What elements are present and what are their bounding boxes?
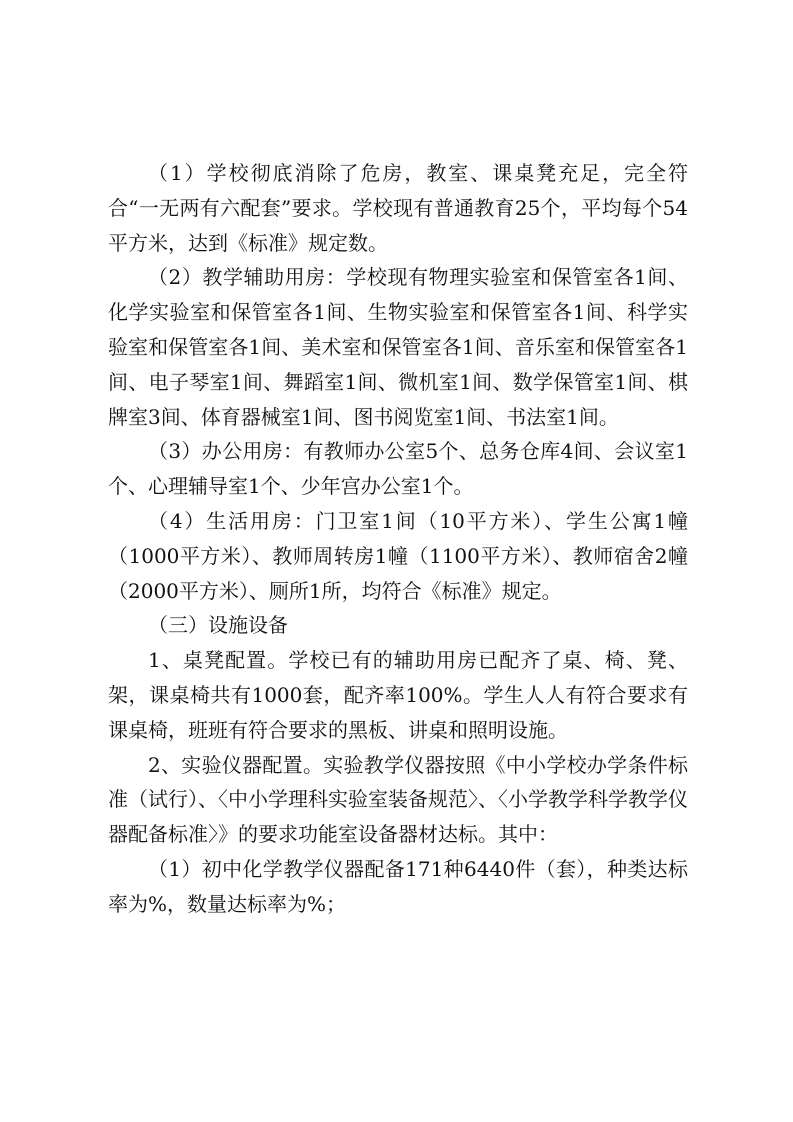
section-heading-facilities: （三）设施设备 xyxy=(148,613,288,638)
document-body xyxy=(108,156,688,922)
paragraph-chemistry-instruments: （1）初中化学教学仪器配备171种6440件（套），种类达标率为%，数量达标率为%； xyxy=(108,856,688,916)
paragraph-teaching-support-rooms: （2）教学辅助用房：学校现有物理实验室和保管室各1间、化学实验室和保管室各1间、生物实验室和保管室各1间、科学实验室和保管室各1间、美术室和保管室各1间、音乐室和保管室各1间、电子琴室1间、舞蹈室1间、微机室1间、数学保管室1间、棋牌室3间、体育器械室1间、图书阅览室1间、书法室1间。 xyxy=(108,265,688,429)
paragraph-office-rooms: （3）办公用房：有教师办公室5个、总务仓库4间、会议室1个、心理辅导室1个、少年宫办公室1个。 xyxy=(108,439,688,499)
paragraph-classrooms: （1）学校彻底消除了危房，教室、课桌凳充足，完全符合“一无两有六配套”要求。学校现有普通教育25个，平均每个54平方米，达到《标准》规定数。 xyxy=(108,161,688,255)
paragraph-living-rooms: （4）生活用房：门卫室1间（10平方米）、学生公寓1幢（1000平方米）、教师周转房1幢（1100平方米）、教师宿舍2幢（2000平方米）、厕所1所，均符合《标准》规定。 xyxy=(108,508,688,603)
paragraph-lab-instrument-configuration: 2、实验仪器配置。实验教学仪器按照《中小学校办学条件标准（试行）、〈中小学理科实验室装备规范〉、〈小学教学科学教学仪器配备标准〉》的要求功能室设备器材达标。其中： xyxy=(108,752,688,847)
paragraph-desk-configuration: 1、桌凳配置。学校已有的辅助用房已配齐了桌、椅、凳、架，课桌椅共有1000套，配齐率100%。学生人人有符合要求有课桌椅，班班有符合要求的黑板、讲桌和照明设施。 xyxy=(108,648,688,742)
